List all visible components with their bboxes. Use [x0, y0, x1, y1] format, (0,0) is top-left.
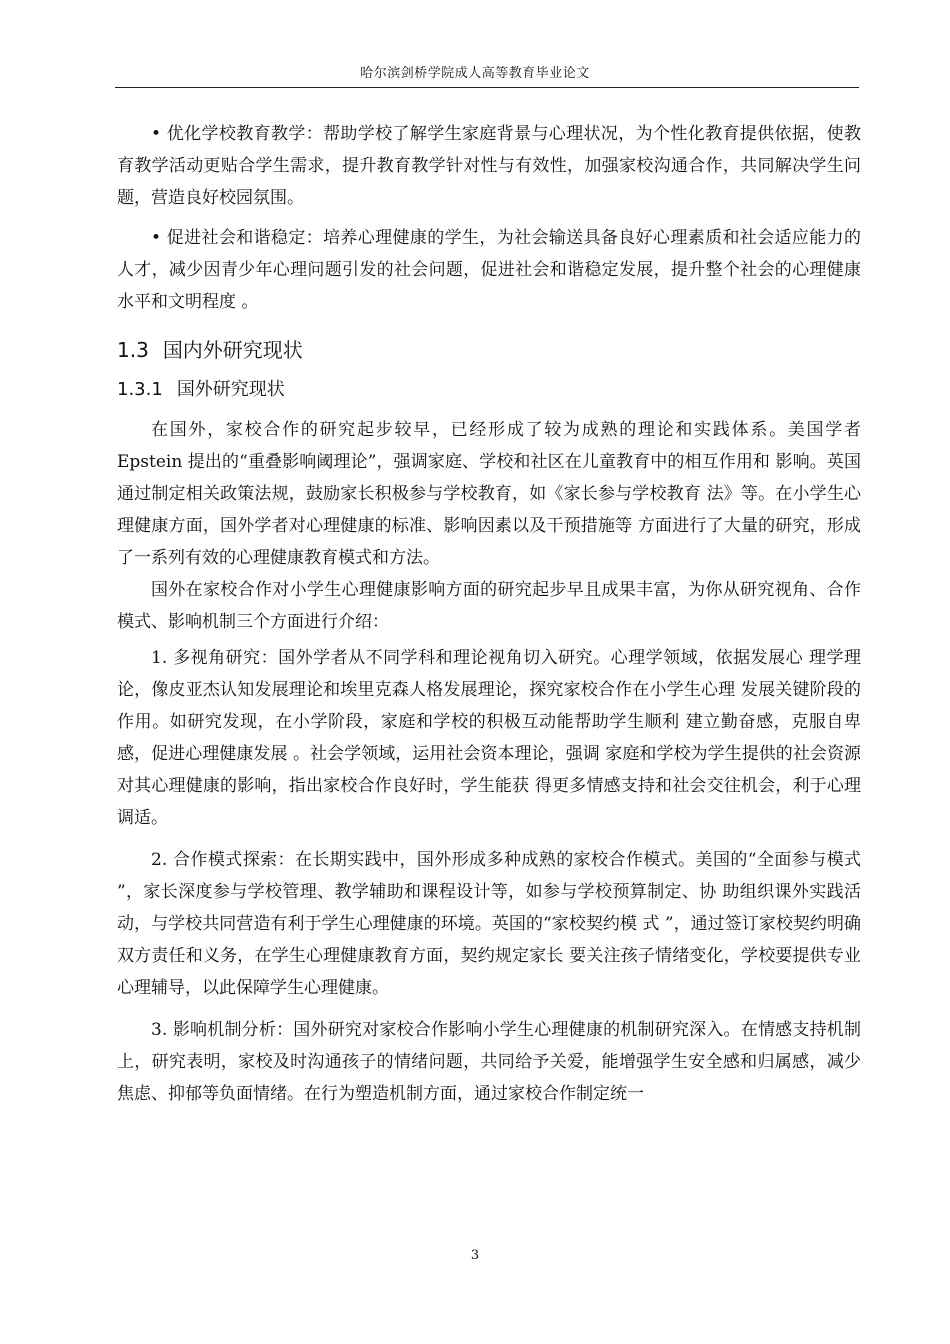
section-number: 1.3	[117, 338, 149, 362]
page-body	[117, 118, 861, 1120]
section-title: 国内外研究现状	[162, 338, 303, 362]
running-header: 哈尔滨剑桥学院成人高等教育毕业论文	[360, 66, 590, 81]
section-heading	[117, 330, 861, 370]
subsection-heading	[117, 372, 861, 408]
body-paragraph-intro: 国外在家校合作对小学生心理健康影响方面的研究起步早且成果丰富，为你从研究视角、合作模式、影响机制三个方面进行介绍：	[117, 580, 861, 632]
subsection-title: 国外研究现状	[176, 379, 285, 400]
numbered-item-models: 2. 合作模式探索：在长期实践中，国外形成多种成熟的家校合作模式。美国的“全面参与模式 ”，家长深度参与学校管理、教学辅助和课程设计等，如参与学校预算制定、协 助组织课外实践活动，与学校共同营造有利于学生心理健康的环境。英国的“家校契约模 式 ”，通过签订家校契约明确双方责任和义务，在学生心理健康教育方面，契约规定家长 要关注孩子情绪变化，学校要提供专业心理辅导，以此保障学生心理健康。	[117, 850, 862, 998]
numbered-item-mechanisms: 3. 影响机制分析：国外研究对家校合作影响小学生心理健康的机制研究深入。在情感支持机制上，研究表明，家校及时沟通孩子的情绪问题，共同给予关爱，能增强学生安全感和归属感，减少焦虑、抑郁等负面情绪。在行为塑造机制方面，通过家校合作制定统一	[117, 1020, 861, 1104]
bullet-paragraph-society: • 促进社会和谐稳定：培养心理健康的学生，为社会输送具备良好心理素质和社会适应能力的人才，减少因青少年心理问题引发的社会问题，促进社会和谐稳定发展，提升整个社会的心理健康水平和文明程度 。	[117, 228, 861, 312]
subsection-number: 1.3.1	[117, 379, 163, 400]
header-divider	[115, 87, 859, 88]
body-paragraph-overview: 在国外，家校合作的研究起步较早，已经形成了较为成熟的理论和实践体系。美国学者 Epstein 提出的“重叠影响阈理论”，强调家庭、学校和社区在儿童教育中的相互作用和 影响。英国通过制定相关政策法规，鼓励家长积极参与学校教育，如《家长参与学校教育 法》等。在小学生心理健康方面，国外学者对心理健康的标准、影响因素以及干预措施等 方面进行了大量的研究，形成了一系列有效的心理健康教育模式和方法。	[117, 420, 861, 568]
numbered-item-perspectives: 1. 多视角研究：国外学者从不同学科和理论视角切入研究。心理学领域，依据发展心 理学理论，像皮亚杰认知发展理论和埃里克森人格发展理论，探究家校合作在小学生心理 发展关键阶段的作用。如研究发现，在小学阶段，家庭和学校的积极互动能帮助学生顺利 建立勤奋感，克服自卑感，促进心理健康发展 。社会学领域，运用社会资本理论，强调 家庭和学校为学生提供的社会资源对其心理健康的影响，指出家校合作良好时，学生能获 得更多情感支持和社会交往机会，利于心理调适。	[117, 648, 861, 828]
bullet-paragraph-teaching: • 优化学校教育教学：帮助学校了解学生家庭背景与心理状况，为个性化教育提供依据，使教育教学活动更贴合学生需求，提升教育教学针对性与有效性，加强家校沟通合作，共同解决学生问题，营造良好校园氛围。	[117, 124, 861, 208]
page-number: 3	[470, 1248, 480, 1263]
